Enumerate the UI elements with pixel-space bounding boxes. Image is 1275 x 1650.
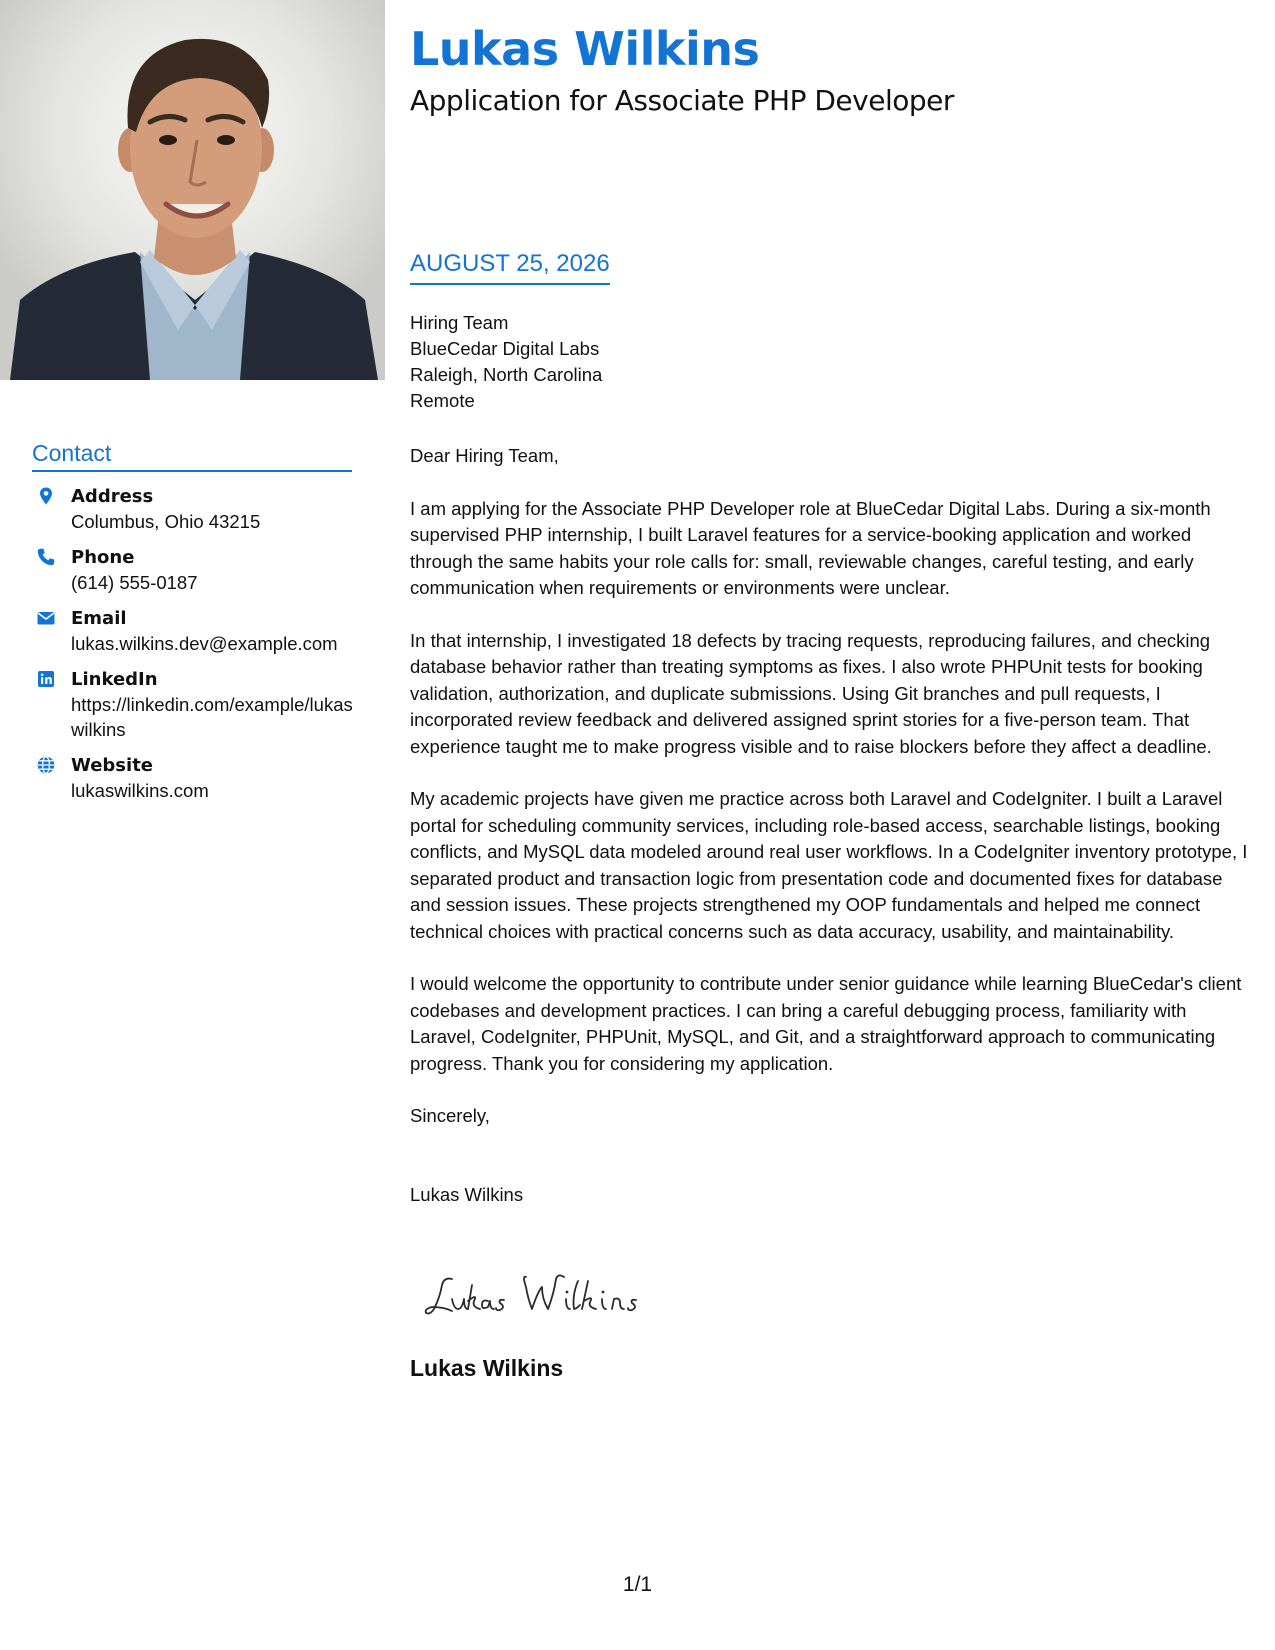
contact-label: Phone [71,547,135,568]
contact-item-email [32,606,357,656]
letter-paragraph: My academic projects have given me practice across both Laravel and CodeIgniter. I built a Laravel portal for scheduling community services, including role-based access, searchable listings, booking conflicts, and MySQL data modeled around real user workflows. In a CodeIgniter inventory prototype, I separated product and transaction logic from presentation code and documented fixes for database and session issues. These projects strengthened my OOP fundamentals and helped me connect technical choices with practical concerns such as data accuracy, usability, and maintainability. [410,788,1248,942]
letter-paragraph: In that internship, I investigated 18 defects by tracing requests, reproducing failures, and checking database behavior rather than treating symptoms as fixes. I also wrote PHPUnit tests for booking validation, authorization, and duplicate submissions. Using Git branches and pull requests, I incorporated review feedback and delivered assigned sprint stories for a five-person team. That experience taught me to make progress visible and to raise blockers before they affect a deadline. [410,629,1212,757]
envelope-icon [36,608,56,628]
handwritten-signature [422,1265,662,1325]
recipient-work-mode: Remote [410,390,475,411]
phone-icon [36,547,56,567]
application-title: Application for Associate PHP Developer [410,84,954,117]
email-link[interactable]: lukas.wilkins.dev@example.com [71,633,338,654]
linkedin-link[interactable]: https://linkedin.com/example/lukaswilkins [71,694,353,740]
contact-list [32,484,357,814]
letter-date: AUGUST 25, 2026 [410,250,610,285]
linkedin-icon [36,669,56,689]
letter-typed-name: Lukas Wilkins [410,1183,524,1205]
contact-label: Email [71,608,127,629]
contact-label: Website [71,755,154,776]
website-link[interactable]: lukaswilkins.com [71,780,209,801]
contact-heading: Contact [32,440,352,472]
map-pin-icon [36,486,56,506]
contact-item-phone [32,545,357,595]
phone-value: (614) 555-0187 [71,572,198,593]
letter-greeting: Dear Hiring Team, [410,445,559,466]
contact-label: LinkedIn [71,669,158,690]
address-value: Columbus, Ohio 43215 [71,511,261,532]
contact-item-linkedin [32,667,357,742]
letter-body [410,443,1255,1236]
recipient-location: Raleigh, North Carolina [410,364,603,385]
globe-icon [36,755,56,775]
recipient-block [410,310,602,414]
contact-item-website [32,753,357,803]
letter-paragraph: I am applying for the Associate PHP Developer role at BlueCedar Digital Labs. During a six-month supervised PHP internship, I built Laravel features for a service-booking application and worked through the same habits your role calls for: small, reviewable changes, careful testing, and early communication when requirements or environments were unclear. [410,497,1211,598]
page-number: 1/1 [622,1573,653,1596]
letter-paragraph: I would welcome the opportunity to contribute under senior guidance while learning BlueCedar's client codebases and development practices. I can bring a careful debugging process, familiarity with Laravel, CodeIgniter, PHPUnit, MySQL, and Git, and a straightforward approach to communicating progress. Thank you for considering my application. [410,973,1242,1074]
applicant-name: Lukas Wilkins [410,22,760,76]
contact-item-address [32,484,357,534]
profile-photo [0,0,385,380]
contact-label: Address [71,486,154,507]
recipient-company: BlueCedar Digital Labs [410,338,600,359]
letter-closing: Sincerely, [410,1105,490,1126]
recipient-line: Hiring Team [410,312,509,333]
signed-name: Lukas Wilkins [410,1355,564,1381]
